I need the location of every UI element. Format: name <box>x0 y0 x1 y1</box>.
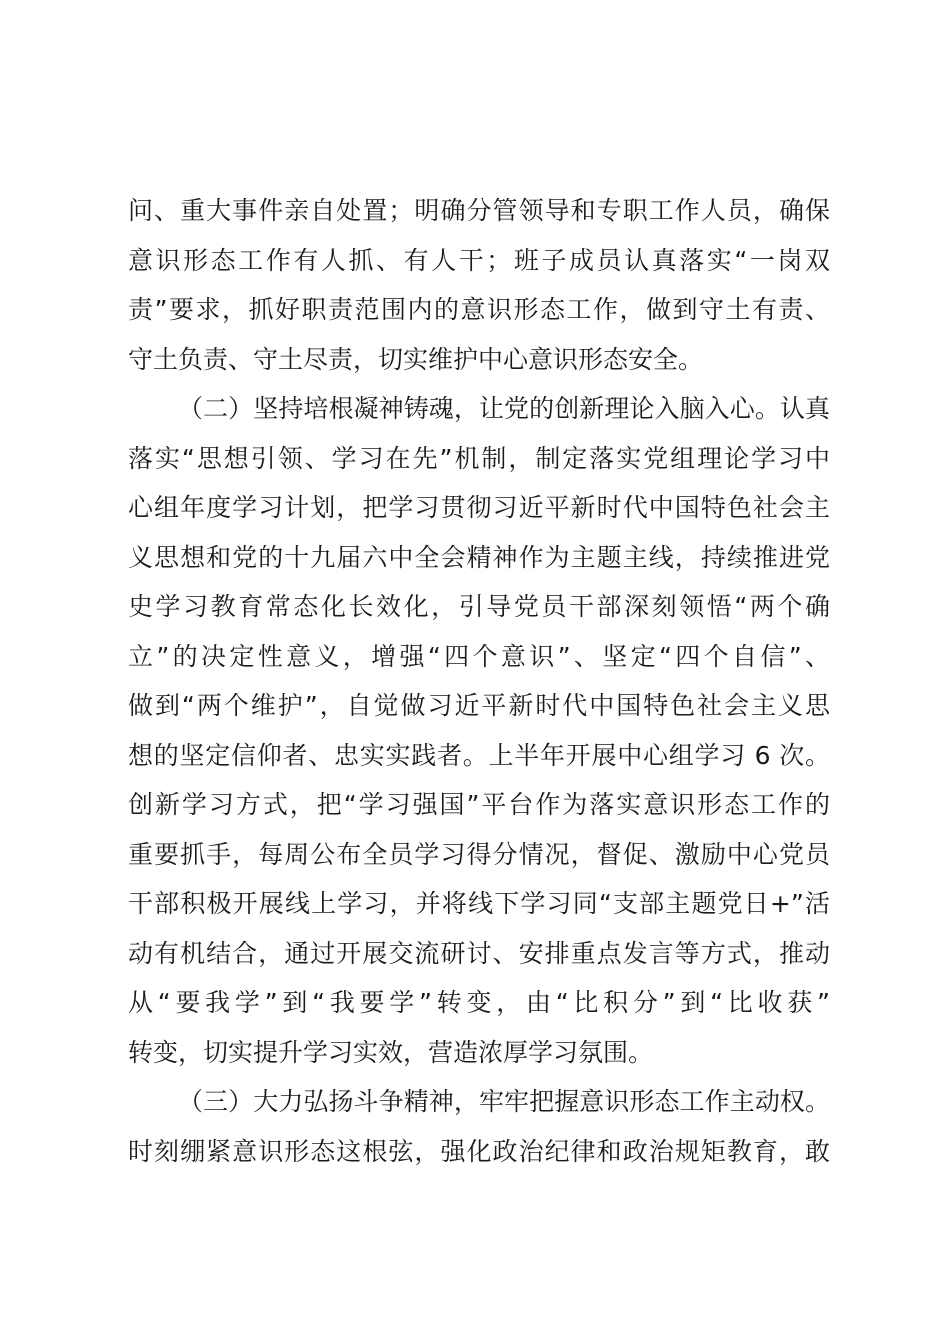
text-line: 创新学习方式，把“学习强国”平台作为落实意识形态工作的 <box>128 790 830 819</box>
text-line: 动有机结合，通过开展交流研讨、安排重点发言等方式，推动 <box>128 938 830 968</box>
section-heading-line: （三）大力弘扬斗争精神，牢牢把握意识形态工作主动权。 <box>178 1087 830 1116</box>
text-line: 做到“两个维护”，自觉做习近平新时代中国特色社会主义思 <box>128 691 830 720</box>
text-line: 想的坚定信仰者、忠实实践者。上半年开展中心组学习 6 次。 <box>128 740 830 770</box>
text-line: 干部积极开展线上学习，并将线下学习同“支部主题党日+”活 <box>128 889 830 918</box>
text-line: 史学习教育常态化长效化，引导党员干部深刻领悟“两个确 <box>128 592 830 621</box>
text-line: 意识形态工作有人抓、有人干；班子成员认真落实“一岗双 <box>128 245 830 275</box>
text-line: 立”的决定性意义，增强“四个意识”、坚定“四个自信”、 <box>128 641 830 671</box>
text-line: 重要抓手，每周公布全员学习得分情况，督促、激励中心党员 <box>128 839 830 869</box>
text-line: 守土负责、守土尽责，切实维护中心意识形态安全。 <box>128 344 704 374</box>
document-body <box>128 186 830 1176</box>
paragraph-section-3 <box>128 1077 830 1176</box>
text-line: 时刻绷紧意识形态这根弦，强化政治纪律和政治规矩教育，敢 <box>128 1136 830 1166</box>
text-line: 落实“思想引领、学习在先”机制，制定落实党组理论学习中 <box>128 443 830 473</box>
paragraph-continuation <box>128 186 830 384</box>
text-line: 责”要求，抓好职责范围内的意识形态工作，做到守土有责、 <box>128 295 830 324</box>
text-line: 从“要我学”到“我要学”转变，由“比积分”到“比收获” <box>128 988 830 1017</box>
paragraph-section-2 <box>128 384 830 1077</box>
text-line: 义思想和党的十九届六中全会精神作为主题主线，持续推进党 <box>128 542 830 572</box>
section-heading-line: （二）坚持培根凝神铸魂，让党的创新理论入脑入心。认真 <box>178 394 830 423</box>
text-line: 问、重大事件亲自处置；明确分管领导和专职工作人员，确保 <box>128 196 830 225</box>
text-line: 转变，切实提升学习实效，营造浓厚学习氛围。 <box>128 1037 654 1067</box>
text-line: 心组年度学习计划，把学习贯彻习近平新时代中国特色社会主 <box>128 493 830 522</box>
